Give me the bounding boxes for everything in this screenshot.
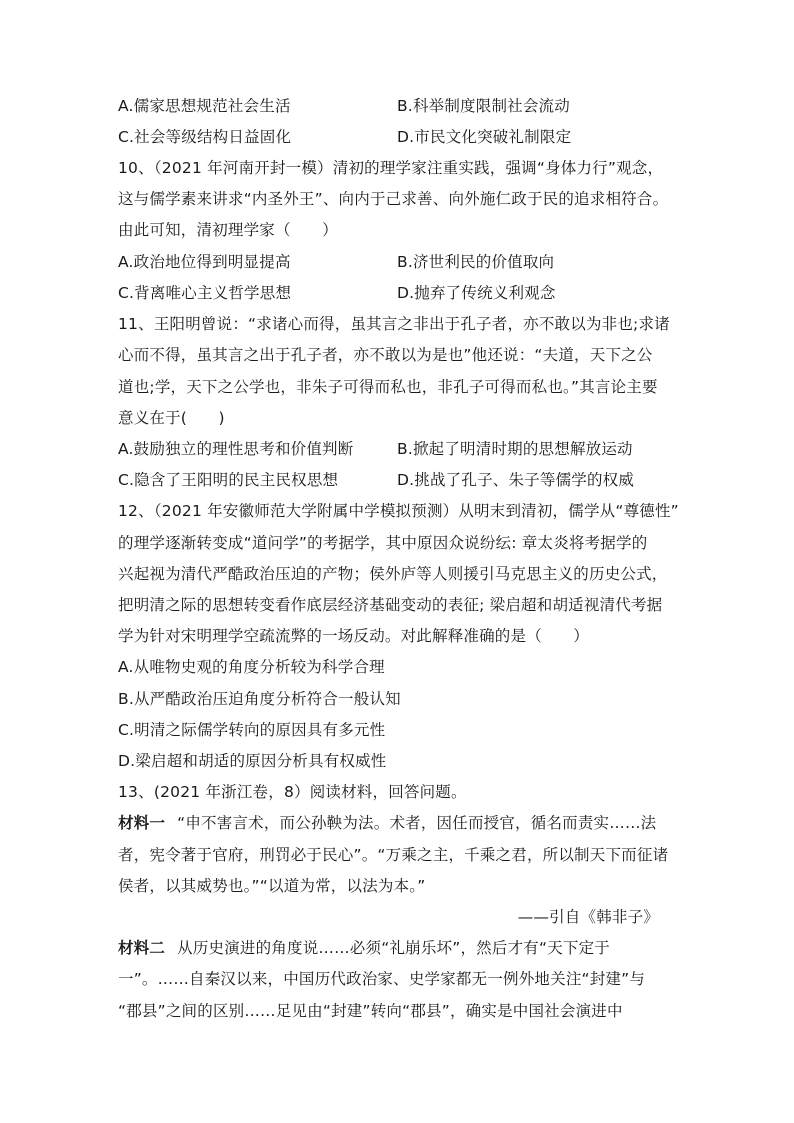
q13-header: 13、(2021 年浙江卷，8）阅读材料，回答问题。 (118, 783, 467, 801)
q9-option-a: A.儒家思想规范社会生活 (118, 97, 291, 115)
q9-option-d: D.市民文化突破礼制限定 (397, 128, 572, 146)
q12-stem-line: 学为针对宋明理学空疏流弊的一场反动。对此解释准确的是（ ） (118, 627, 590, 645)
q10-option-c: C.背离唯心主义哲学思想 (118, 284, 292, 302)
q12-stem-line: 把明清之际的思想转变看作底层经济基础变动的表征; 梁启超和胡适视清代考据 (118, 596, 663, 614)
q10-option-b: B.济世利民的价值取向 (397, 253, 555, 271)
q10-stem-line: 10、（2021 年河南开封一模）清初的理学家注重实践，强调“身体力行”观念， (118, 159, 664, 177)
q11-option-d: D.挑战了孔子、朱子等儒学的权威 (397, 471, 635, 489)
material1-line: 者，宪令著于官府，刑罚必于民心”。“万乘之主，千乘之君，所以制天下而征诸 (118, 846, 669, 864)
q12-option-b: B.从严酷政治压迫角度分析符合一般认知 (118, 690, 401, 708)
material2-line: 一”。……自秦汉以来，中国历代政治家、史学家都无一例外地关注“封建”与 (118, 970, 646, 988)
q12-option-c: C.明清之际儒学转向的原因具有多元性 (118, 721, 386, 739)
material1-source: ——引自《韩非子》 (517, 908, 659, 926)
q10-stem-line: 这与儒学素来讲求“内圣外王”、向内于己求善、向外施仁政于民的追求相符合。 (118, 190, 669, 208)
q9-option-b: B.科举制度限制社会流动 (397, 97, 570, 115)
q11-option-b: B.掀起了明清时期的思想解放运动 (397, 440, 633, 458)
q12-option-d: D.梁启超和胡适的原因分析具有权威性 (118, 752, 387, 770)
material2-label: 材料二 (118, 939, 166, 957)
q11-option-c: C.隐含了王阳明的民主民权思想 (118, 471, 339, 489)
material2-line: “郡县”之间的区别……足见由“封建”转向“郡县”，确实是中国社会演进中 (118, 1002, 623, 1020)
material1-line (118, 813, 656, 833)
q11-stem-line: 意义在于( ) (118, 409, 225, 427)
material1-text: “申不害言术，而公孙鞅为法。术者，因任而授官，循名而责实……法 (177, 814, 657, 832)
q11-option-a: A.鼓励独立的理性思考和价值判断 (118, 440, 354, 458)
q12-stem-line: 的理学逐渐转变成“道问学”的考据学，其中原因众说纷纭: 章太炎将考据学的 (118, 534, 648, 552)
material1-line: 侯者，以其威势也。”“以道为常，以法为本。” (118, 877, 426, 895)
material2-text: 从历史演进的角度说……必须“礼崩乐坏”，然后才有“天下定于 (177, 939, 611, 957)
q11-stem-line: 心而不得，虽其言之出于孔子者，亦不敢以为是也”他还说：“夫道，天下之公 (118, 346, 653, 364)
material1-label: 材料一 (118, 814, 166, 832)
q10-option-a: A.政治地位得到明显提高 (118, 253, 291, 271)
q12-stem-line: 12、（2021 年安徽师范大学附属中学模拟预测）从明末到清初，儒学从“尊德性” (118, 502, 679, 520)
q11-stem-line: 11、王阳明曾说：“求诸心而得，虽其言之非出于孔子者，亦不敢以为非也;求诸 (118, 315, 670, 333)
q10-stem-line: 由此可知，清初理学家（ ） (118, 221, 338, 239)
q9-option-c: C.社会等级结构日益固化 (118, 128, 292, 146)
q12-option-a: A.从唯物史观的角度分析较为科学合理 (118, 658, 385, 676)
q11-stem-line: 道也;学，天下之公学也，非朱子可得而私也，非孔子可得而私也。”其言论主要 (118, 378, 658, 396)
material2-line (118, 938, 610, 958)
q10-option-d: D.抛弃了传统义利观念 (397, 284, 556, 302)
q12-stem-line: 兴起视为清代严酷政治压迫的产物；侯外庐等人则援引马克思主义的历史公式， (118, 565, 668, 583)
